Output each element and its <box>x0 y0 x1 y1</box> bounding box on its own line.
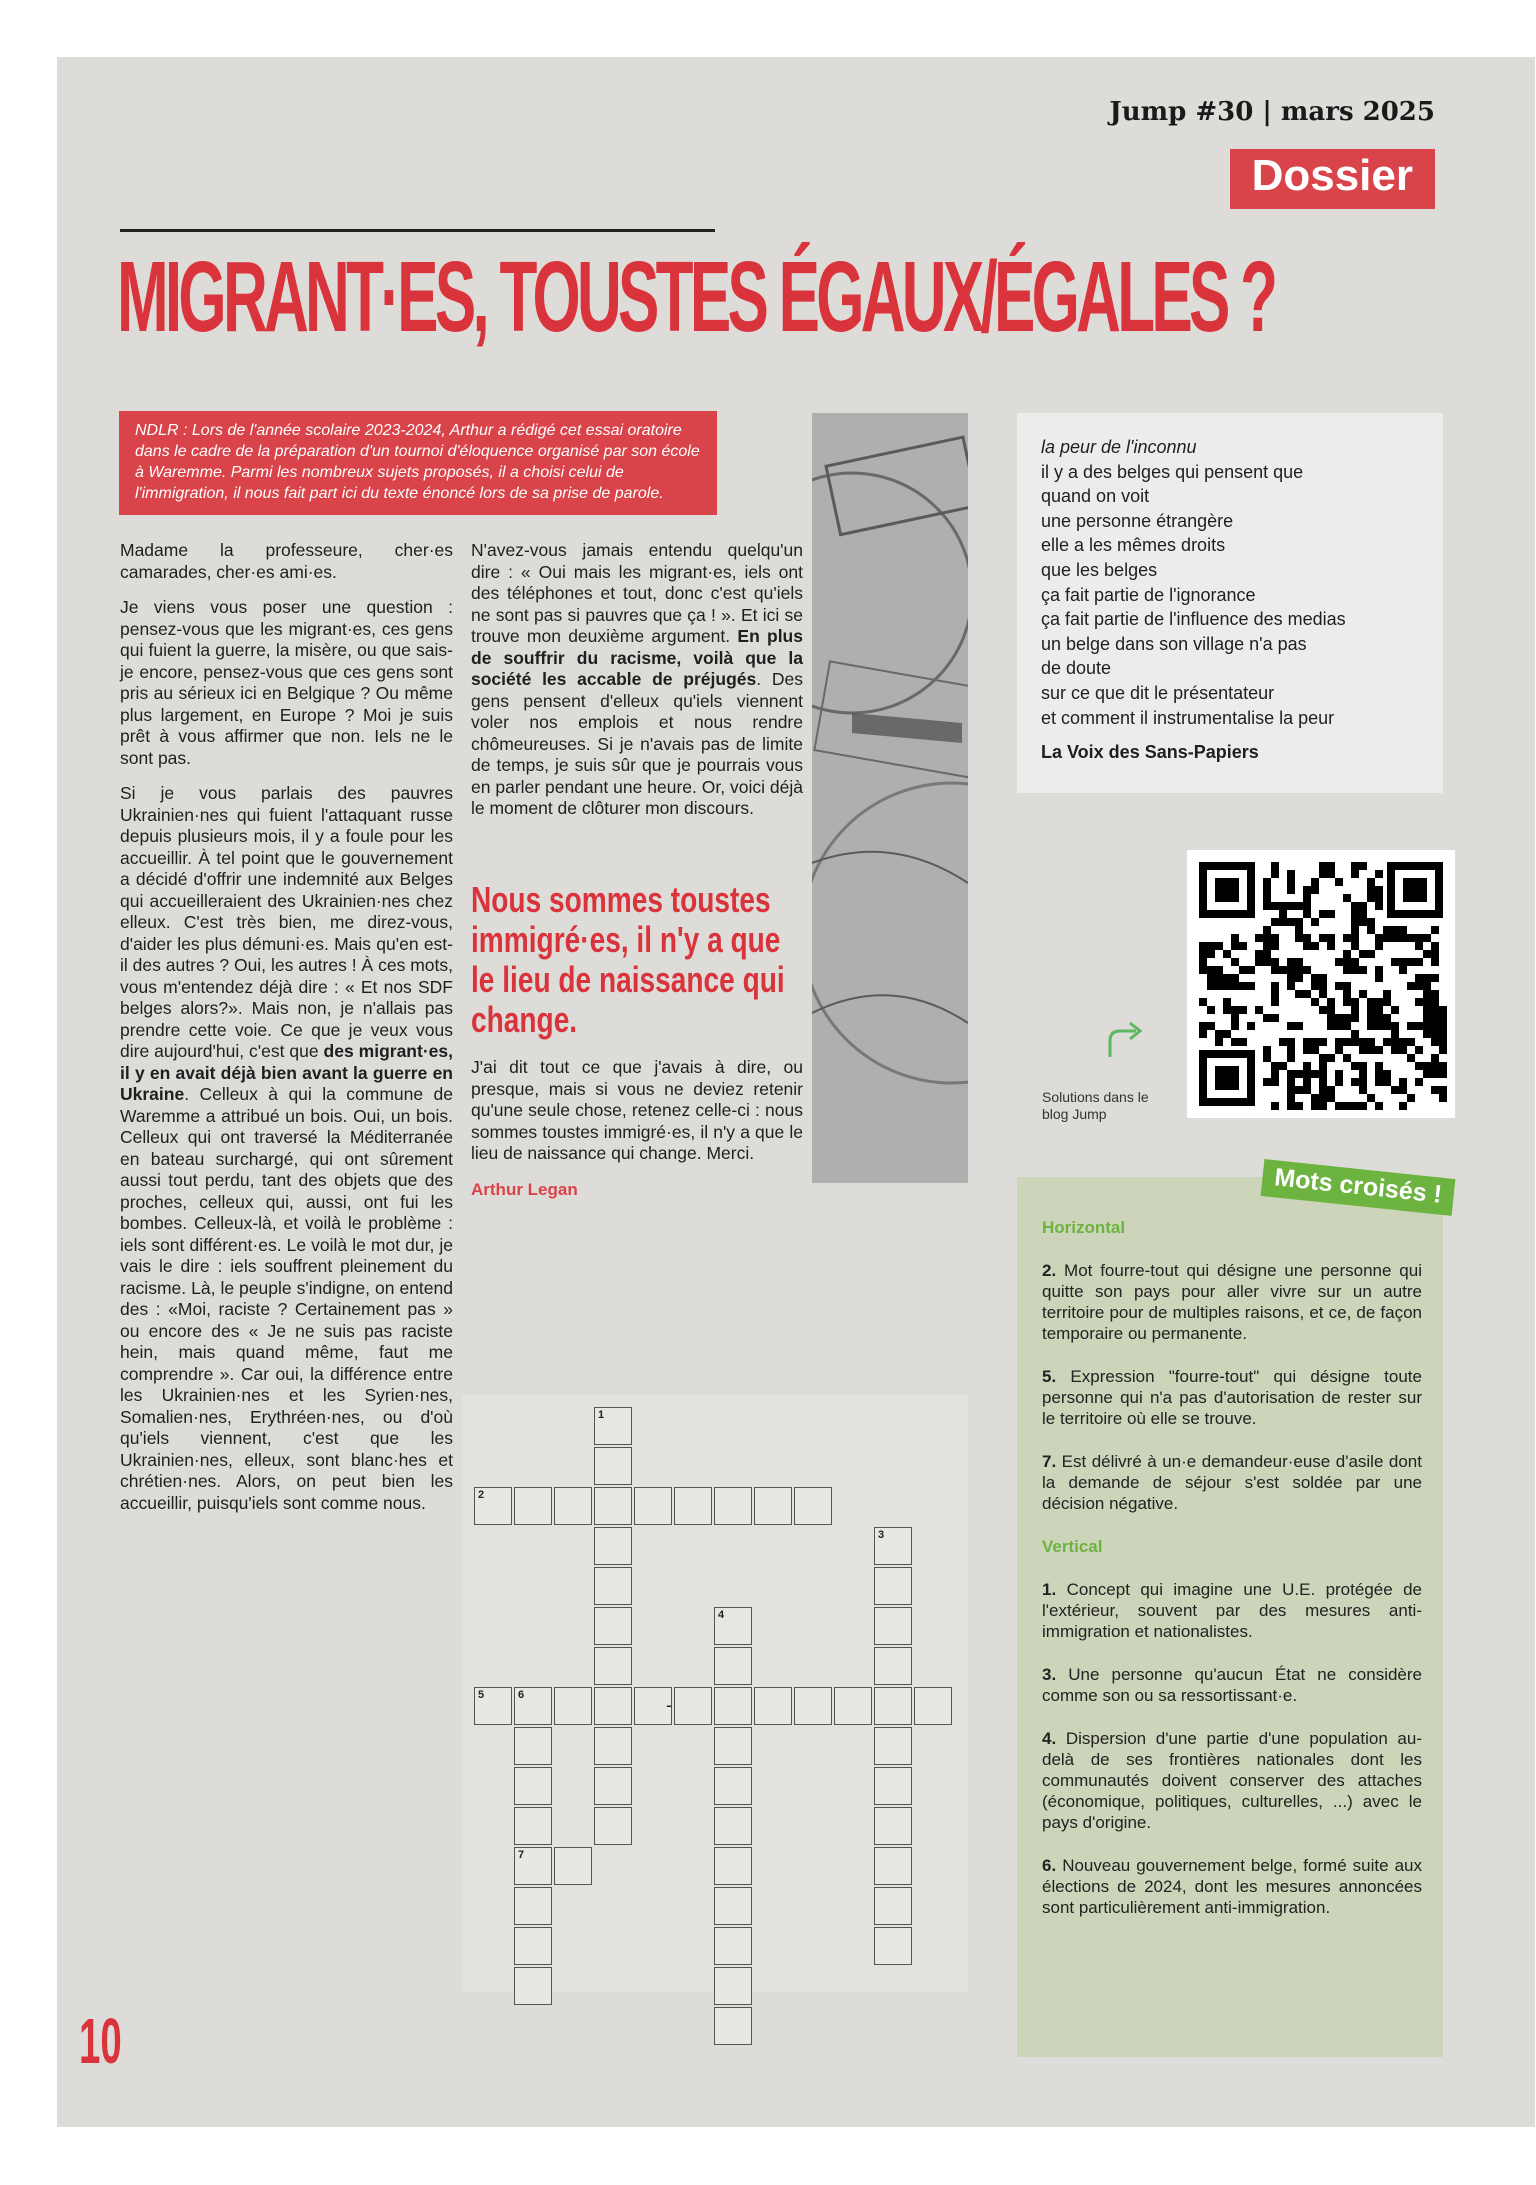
crossword-cell[interactable] <box>874 1687 912 1725</box>
crossword-cell[interactable] <box>594 1727 632 1765</box>
crossword-cell[interactable] <box>674 1487 712 1525</box>
poem-line: sur ce que dit le présentateur <box>1041 682 1275 703</box>
paragraph: Si je vous parlais des pauvres Ukrainien·nes qui fuient l'attaquant russe depuis plusieurs mois, il y a foule pour les accueillir. À tel point que le gouvernement a décidé d'offrir une indemnité aux Belges qui accueilleraient des Ukrainien·nes chez elleux. C'est très bien, me direz-vous, d'aider les plus démuni·es. Mais qu'en est-il des autres ? Oui, les autres ! À ces mots, vous m'entendez déjà dire : « Et nos SDF belges alors?». Mais non, je n'allais pas prendre cette voie. Ce que je veux vous dire aujourd'hui, c'est que des migrant·es, il y en avait déjà bien avant la guerre en Ukraine. Celleux à qui la commune de Waremme a attribué un bois. Oui, un bois. Celleux qui ont traversé la Méditerranée en bateau surchargé, qui ont sûrement aussi tout perdu, tant des objets que des proches, celleux qui, aussi, ont fui les bombes. Celleux-là, et voilà le problème : iels sont différent·es. Le voilà le mot dur, je vais le dire : iels souffrent pleinement du racisme. Là, le peuple s'indigne, on entend des : «Moi, raciste ? Certainement pas » ou encore des « Je ne suis pas raciste hein, mais quand même, faut me comprendre ». Car oui, la différence entre les Ukrainien·nes et les Syrien·nes, Somalien·nes, Erythréen·nes, ou d'où qu'iels viennent, c'est que les Ukrainien·nes, elleux, sont blanc·hes et chrétien·nes. Alors, on peut bien les accueillir, puisqu'iels sont comme nous. <box>120 783 453 1513</box>
paragraph: N'avez-vous jamais entendu quelqu'un dire : « Oui mais les migrant·es, iels ont des téléphones et tout, donc c'est qu'iels ne sont pas si pauvres que ça ! ». Et ici se trouve mon deuxième argument. En plus de souffrir du racisme, voilà que la société les accable de préjugés. Des gens pensent d'elleux qu'iels viennent voler nos emplois et nous rendre chômeureuses. Si je n'avais pas de limite de temps, je suis sûr que je pourrais vous en parler pendant une heure. Or, voici déjà le moment de clôturer mon discours. <box>471 540 803 818</box>
crossword-grid <box>462 1395 968 1992</box>
poem-line: une personne étrangère <box>1041 510 1234 531</box>
crossword-cell[interactable] <box>794 1487 832 1525</box>
crossword-cell[interactable] <box>514 1487 552 1525</box>
pull-quote: Nous sommes toustes immigré·es, il n'y a que le lieu de naissance qui change. <box>471 879 785 1040</box>
crossword-cell[interactable] <box>714 1607 752 1645</box>
article-author: Arthur Legan <box>471 1179 578 1199</box>
crossword-cell[interactable] <box>594 1527 632 1565</box>
poem-source: La Voix des Sans-Papiers <box>1041 742 1259 763</box>
clue: 4. Dispersion d'une partie d'une population au-delà de ses frontières nationales dont les communautés doivent conserver des attaches (économique, politiques, culturelles, ...) avec le pays d'origine. <box>1042 1729 1422 1832</box>
crossword-cell[interactable] <box>474 1487 512 1525</box>
crossword-cell[interactable] <box>714 1487 752 1525</box>
crossword-cell[interactable] <box>874 1727 912 1765</box>
crossword-cell[interactable] <box>594 1807 632 1845</box>
crossword-clue-number: 4 <box>718 1609 725 1621</box>
crossword-clue-number: 3 <box>878 1529 885 1541</box>
crossword-cell[interactable] <box>754 1687 792 1725</box>
crossword-cell[interactable] <box>514 1887 552 1925</box>
crossword-clue-number: 5 <box>478 1689 485 1701</box>
crossword-clues <box>1042 1217 1422 1940</box>
crossword-cell[interactable] <box>714 1927 752 1965</box>
crossword-cell[interactable] <box>594 1687 632 1725</box>
crossword-cell[interactable] <box>594 1567 632 1605</box>
title-rule <box>120 229 715 232</box>
paragraph: Je viens vous poser une question : pensez-vous que les migrant·es, ces gens qui fuient la guerre, la misère, ou que sais-je encore, pensez-vous que ces gens sont pris au sérieux ici en Belgique ? Ou même plus largement, en Europe ? Moi je suis prêt à vous affirmer que non. Iels ne le sont pas. <box>120 597 453 768</box>
vertical-heading: Vertical <box>1042 1537 1103 1556</box>
crossword-cell[interactable] <box>594 1407 632 1445</box>
crossword-cell[interactable] <box>594 1767 632 1805</box>
crossword-cell[interactable] <box>794 1687 832 1725</box>
crossword-cell[interactable] <box>874 1527 912 1565</box>
crossword-cell[interactable] <box>754 1487 792 1525</box>
paragraph: Madame la professeure, cher·es camarades, cher·es ami·es. <box>120 540 453 582</box>
issue-label: Jump #30 | mars 2025 <box>1109 97 1435 127</box>
crossword-cell[interactable] <box>874 1847 912 1885</box>
bold-emphasis: En plus de souffrir du racisme, voilà que la société les accable de préjugés <box>471 626 803 689</box>
magazine-page <box>57 57 1535 2127</box>
crossword-cell[interactable] <box>554 1847 592 1885</box>
crossword-cell[interactable] <box>714 1647 752 1685</box>
poem-line: il y a des belges qui pensent que <box>1041 461 1304 482</box>
crossword-cell[interactable] <box>514 1727 552 1765</box>
crossword-cell[interactable] <box>594 1647 632 1685</box>
crossword-clue-number: 2 <box>478 1489 485 1501</box>
crossword-cell[interactable] <box>714 2007 752 2045</box>
poem-line: elle a les mêmes droits <box>1041 535 1226 556</box>
crossword-cell[interactable] <box>634 1487 672 1525</box>
poem-line: la peur de l'inconnu <box>1041 437 1197 457</box>
clue: 1. Concept qui imagine une U.E. protégée de l'extérieur, souvent par des mesures anti-immigration et nationalistes. <box>1042 1580 1422 1641</box>
clue: 6. Nouveau gouvernement belge, formé suite aux élections de 2024, dont les mesures annoncées sont particulièrement anti-immigration. <box>1042 1856 1422 1917</box>
curved-arrow-icon <box>1102 1017 1146 1070</box>
crossword-cell[interactable] <box>914 1687 952 1725</box>
crossword-cell[interactable] <box>514 1927 552 1965</box>
poem-line: un belge dans son village n'a pas <box>1041 633 1307 654</box>
crossword-cell[interactable] <box>714 1967 752 2005</box>
crossword-cell[interactable] <box>714 1727 752 1765</box>
crossword-cell[interactable] <box>594 1607 632 1645</box>
crossword-cell[interactable] <box>874 1927 912 1965</box>
crossword-cell[interactable] <box>514 1847 552 1885</box>
solutions-note: Solutions dans le blog Jump <box>1042 1089 1149 1122</box>
article-column-1 <box>120 540 453 1528</box>
page-number: 10 <box>79 2005 122 2077</box>
crossword-badge: Mots croisés ! <box>1261 1159 1456 1216</box>
crossword-cell[interactable] <box>714 1887 752 1925</box>
article-column-2-end <box>471 1057 803 1200</box>
crossword-cell[interactable] <box>514 1687 552 1725</box>
crossword-cell[interactable] <box>874 1887 912 1925</box>
crossword-cell[interactable] <box>594 1447 632 1485</box>
clue: 7. Est délivré à un·e demandeur·euse d'asile dont la demande de séjour s'est soldée par une décision négative. <box>1042 1452 1422 1513</box>
crossword-cell[interactable] <box>514 1767 552 1805</box>
crossword-clue-number: 7 <box>518 1849 525 1861</box>
crossword-cell[interactable] <box>714 1767 752 1805</box>
crossword-cell[interactable] <box>714 1687 752 1725</box>
crossword-cell[interactable] <box>554 1687 592 1725</box>
poem-line: ça fait partie de l'influence des medias <box>1041 609 1346 630</box>
crossword-cell[interactable] <box>874 1647 912 1685</box>
crossword-cell[interactable] <box>514 1967 552 2005</box>
passport-stamps-photo <box>812 413 968 1183</box>
crossword-cell[interactable] <box>834 1687 872 1725</box>
qr-code[interactable] <box>1187 850 1455 1118</box>
clue: 2. Mot fourre-tout qui désigne une personne qui quitte son pays pour aller vivre sur un autre territoire pour de multiples raisons, et ce, de façon temporaire ou permanente. <box>1042 1261 1422 1343</box>
crossword-cell[interactable] <box>874 1767 912 1805</box>
crossword-clue-number: 6 <box>518 1689 525 1701</box>
article-intro: NDLR : Lors de l'année scolaire 2023-2024, Arthur a rédigé cet essai oratoire dans le cadre de la préparation d'un tournoi d'éloquence organisé par son école à Waremme. Parmi les nombreux sujets proposés, il a choisi celui de l'immigration, il nous fait part ici du texte énoncé lors de sa prise de parole. <box>119 411 717 515</box>
crossword-cell[interactable] <box>674 1687 712 1725</box>
poem-line: de doute <box>1041 658 1112 679</box>
crossword-cell[interactable] <box>554 1487 592 1525</box>
article-column-2 <box>471 540 803 834</box>
crossword-cell[interactable] <box>874 1607 912 1645</box>
article-title: MIGRANT·ES, TOUSTES ÉGAUX/ÉGALES ? <box>117 241 1275 353</box>
crossword-cell[interactable] <box>874 1567 912 1605</box>
poem-line: que les belges <box>1041 559 1158 580</box>
poem-box <box>1017 413 1443 793</box>
clue: 3. Une personne qu'aucun État ne considère comme son ou sa ressortissant·e. <box>1042 1665 1422 1705</box>
crossword-cell[interactable] <box>594 1487 632 1525</box>
crossword-cell[interactable] <box>714 1807 752 1845</box>
crossword-hyphen: - <box>666 1695 672 1715</box>
crossword-cell[interactable] <box>714 1847 752 1885</box>
poem-line: ça fait partie de l'ignorance <box>1041 584 1256 605</box>
crossword-cell[interactable] <box>474 1687 512 1725</box>
poem-line: quand on voit <box>1041 486 1150 507</box>
crossword-clue-number: 1 <box>598 1409 605 1421</box>
horizontal-heading: Horizontal <box>1042 1218 1126 1237</box>
crossword-cell[interactable] <box>874 1807 912 1845</box>
section-badge: Dossier <box>1230 149 1435 209</box>
bold-emphasis: des migrant·es, il y en avait déjà bien avant la guerre en Ukraine <box>120 1041 453 1104</box>
poem-line: et comment il instrumentalise la peur <box>1041 707 1335 728</box>
paragraph: J'ai dit tout ce que j'avais à dire, ou presque, mais si vous ne deviez retenir qu'une seule chose, retenez celle-ci : nous sommes toustes immigré·es, il n'y a que le lieu de naissance qui change. Merci. <box>471 1057 803 1163</box>
clue: 5. Expression "fourre-tout" qui désigne toute personne qui n'a pas d'autorisation de rester sur le territoire où elle se trouve. <box>1042 1367 1422 1428</box>
crossword-cell[interactable] <box>514 1807 552 1845</box>
